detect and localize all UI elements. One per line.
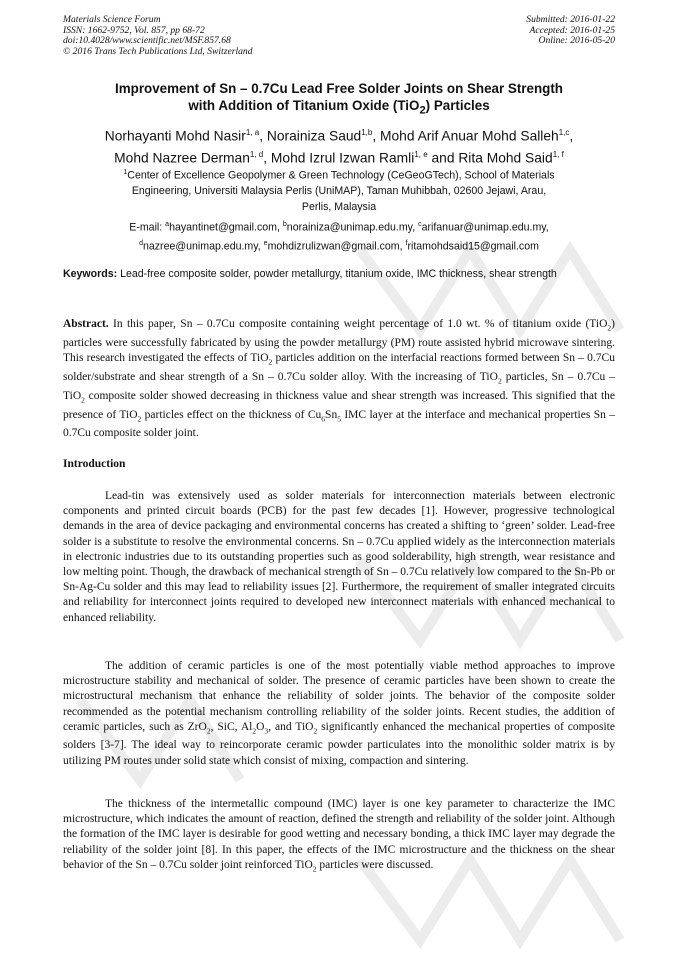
section-heading-introduction: Introduction — [63, 458, 126, 470]
email-block — [60, 217, 618, 255]
abstract-label: Abstract. — [63, 318, 109, 330]
affiliation-line-1 — [80, 165, 598, 184]
subscript: 3 — [264, 726, 269, 736]
journal-info — [63, 15, 253, 57]
email-sep: , — [412, 221, 419, 234]
email-sup: d — [139, 240, 143, 248]
author-list — [50, 124, 628, 167]
subscript: 2 — [607, 323, 612, 333]
author-sep: , — [259, 128, 267, 144]
email-sup: f — [405, 240, 408, 248]
subscript: 2 — [497, 376, 502, 386]
keywords-label: Keywords: — [63, 268, 118, 280]
journal-name: Materials Science Forum — [63, 14, 161, 25]
title-line-2 — [50, 97, 628, 120]
publication-dates — [526, 15, 615, 47]
author-sup: 1,b — [361, 128, 373, 137]
email-address[interactable]: ritamohdsaid15@gmail.com — [407, 240, 539, 253]
subscript: 6 — [321, 413, 326, 423]
subscript: 2 — [313, 726, 318, 736]
subscript: 2 — [137, 413, 142, 423]
author-name: Mohd Arif Anuar Mohd Salleh — [380, 128, 559, 144]
subscript: 5 — [337, 413, 341, 423]
subscript: 2 — [81, 395, 85, 405]
journal-issn: ISSN: 1662-9752, Vol. 857, pp 68-72 — [63, 24, 205, 36]
author-sep: , — [372, 128, 381, 144]
author-name: Mohd Nazree Derman — [114, 150, 250, 166]
email-sup: b — [282, 221, 287, 228]
email-address[interactable]: norainiza@unimap.edu.my — [286, 221, 413, 234]
subscript: 2 — [206, 726, 211, 736]
subscript: 2 — [312, 864, 317, 874]
author-sup: 1, e — [414, 149, 428, 159]
author-name: Rita Mohd Said — [458, 150, 553, 166]
author-name: Norainiza Saud — [266, 128, 362, 144]
affiliation — [80, 165, 598, 215]
email-sup: c — [418, 221, 422, 228]
author-sep: , — [263, 150, 271, 166]
author-sup: 1, a — [245, 128, 260, 137]
author-name: Mohd Izrul Izwan Ramli — [270, 150, 415, 166]
email-sep: , — [277, 221, 283, 234]
email-sep: , — [399, 240, 406, 253]
email-address[interactable]: mohdizrulizwan@gmail.com — [267, 240, 400, 253]
submitted-date: Submitted: 2016-01-22 — [526, 14, 615, 25]
email-sup: a — [165, 221, 170, 228]
keywords — [63, 267, 615, 282]
journal-doi: doi:10.4028/www.scientific.net/MSF.857.68 — [63, 35, 231, 47]
author-sup: 1, d — [249, 149, 264, 159]
email-line-2 — [60, 236, 618, 255]
title-line-2-post: ) Particles — [425, 98, 490, 113]
author-name: Norhayanti Mohd Nasir — [104, 128, 246, 144]
author-sup: 1,c — [558, 128, 570, 137]
title-line-2-pre: with Addition of Titanium Oxide (TiO — [188, 98, 420, 113]
email-sup: e — [263, 240, 268, 248]
title-line-2-sub: 2 — [419, 104, 426, 117]
subscript: 2 — [268, 357, 273, 367]
email-address[interactable]: arifanuar@unimap.edu.my, — [421, 221, 549, 234]
subscript: 2 — [252, 726, 257, 736]
affiliation-sup: 1 — [123, 169, 128, 176]
email-label: E-mail: — [129, 221, 166, 234]
online-date: Online: 2016-05-20 — [538, 35, 615, 47]
paragraph-2: The addition of ceramic particles is one of the most potentially viable method approaches to improve microstructure stability and mechanical of solder. The presence of ceramic particles have been shown to create the microstructural mechanism that enhance the reliability of solder joints. The behavior of the composite solder recommended as the potential mechanism controlling reliability of the solder joints. Recent studies, the addition of ceramic particles, such as ZrO$_2$, SiC, $Al_2O_3$, and TiO$_2$ significantly enhanced the mechanical properties of composite solders [3-7]. The ideal way to reincorporate ceramic powder particulates into the monolithic solder matrix is by utilizing PM routes under solid state which consist of mixing, compaction and sintering. — [63, 660, 615, 767]
abstract-body: In this paper, Sn – 0.7Cu composite containing weight percentage of 1.0 wt. % of titanium oxide (TiO$_2$) particles were successfully fabricated by using the powder metallurgy (PM) route assisted hybrid microwave sintering. This research investigated the effects of TiO$_2$ particles addition on the interfacial reactions formed between Sn – 0.7Cu solder/substrate and shear strength of a Sn – 0.7Cu solder alloy. With the increasing of TiO$_2$ particles, Sn – 0.7Cu – TiO$_2$ composite solder showed decreasing in thickness value and shear strength was increased. This signified that the presence of TiO$_2$ particles effect on the thickness of $Cu_6Sn_5$ IMC layer at the interface and mechanical properties Sn – 0.7Cu composite solder joint. — [63, 318, 616, 440]
author-sep: , — [569, 128, 574, 144]
affiliation-text-1: Center of Excellence Geopolymer & Green Technology (CeGeoGTech), School of Materials — [127, 169, 555, 182]
email-address[interactable]: hayantinet@gmail.com — [169, 221, 277, 234]
title-line-1: Improvement of Sn – 0.7Cu Lead Free Solder Joints on Shear Strength — [115, 81, 563, 96]
copyright-notice: © 2016 Trans Tech Publications Ltd, Switzerland — [63, 45, 253, 57]
paper-title — [50, 80, 628, 120]
email-address[interactable]: nazree@unimap.edu.my — [142, 240, 258, 253]
author-sup: 1, f — [552, 149, 564, 159]
affiliation-line-2: Engineering, Universiti Malaysia Perlis (UniMAP), Taman Muhibbah, 02600 Jejawi, Arau, — [131, 185, 547, 198]
keywords-text: Lead-free composite solder, powder metallurgy, titanium oxide, IMC thickness, shear strength — [117, 268, 557, 280]
accepted-date: Accepted: 2016-01-25 — [529, 24, 615, 36]
affiliation-line-3: Perlis, Malaysia — [301, 200, 377, 213]
abstract — [63, 317, 615, 442]
author-sep: and — [427, 150, 459, 166]
paragraph-1: Lead-tin was extensively used as solder materials for interconnection materials between electronic components and printed circuit boards (PCB) for the past few decades [1]. However, progressive technological demands in the area of device packaging and environmental concerns has created a shifting to ‘green’ solder. Lead-free solder is a substitute to resolve the environmental concerns. Sn – 0.7Cu applied widely as the interconnection materials in electronic industries due to its outstanding properties such as good solderability, high strength, wear resistance and low melting point. Though, the drawback of mechanical strength of Sn – 0.7Cu relatively low compared to the Sn-Pb or Sn-Ag-Cu solder and this may lead to reliability issues [2]. Furthermore, the requirement of smaller integrated circuits and reliability for interconnect joints required to developed new interconnect materials with enhanced mechanical to enhanced reliability. — [63, 490, 615, 624]
paragraph-3: The thickness of the intermetallic compound (IMC) layer is one key parameter to characterize the IMC microstructure, which indicates the amount of reaction, defined the strength and reliability of the solder joint. Although the formation of the IMC layer is desirable for good wetting and necessary bonding, a thick IMC layer may degrade the reliability of the solder joint [8]. In this paper, the effects of the IMC microstructure and the thickness on the shear behavior of the Sn – 0.7Cu solder joint reinforced TiO$_2$ particles were discussed. — [63, 798, 615, 874]
email-line-1 — [60, 217, 618, 236]
email-sep: , — [257, 240, 264, 253]
